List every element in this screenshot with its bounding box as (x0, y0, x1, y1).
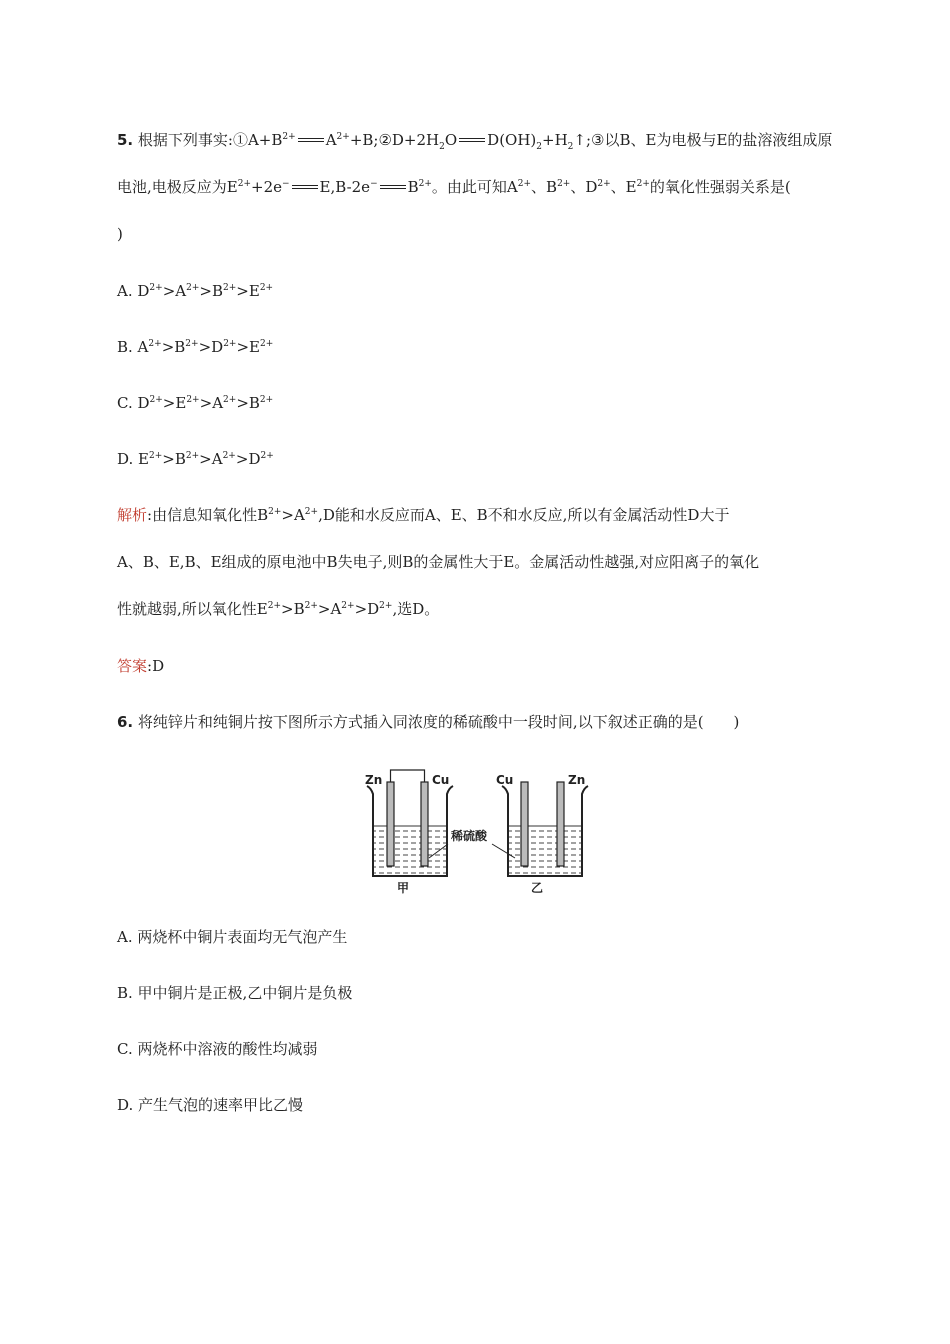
analysis-sup: 2+ (267, 601, 281, 611)
analysis-text: >D (354, 600, 380, 618)
analysis-sup: 2+ (304, 507, 319, 517)
analysis-text: >A (317, 600, 342, 618)
option-text: B. A (117, 338, 149, 356)
option-sup: 2+ (149, 395, 163, 405)
q5-sup: 2+ (237, 179, 251, 189)
option-text: A (211, 450, 223, 468)
q5-line-1 (117, 130, 832, 150)
option-text: > (235, 450, 249, 468)
label-acid: 稀硫酸 (451, 829, 488, 843)
option-text: B (248, 394, 260, 412)
option-text: B (174, 450, 186, 468)
q5-text: +2e (251, 178, 282, 196)
q5-text: +B;②D+2H (349, 131, 440, 149)
option-sup: 2+ (260, 339, 274, 349)
q5-sup: 2+ (517, 179, 532, 189)
q5-text: 、D (570, 178, 598, 196)
q5-sup: − (282, 179, 290, 189)
label-cu-right: Cu (496, 773, 514, 787)
q5-line-3 (117, 224, 123, 244)
option-sup: 2+ (186, 283, 200, 293)
q5-number: 5. (117, 131, 134, 149)
option-sup: 2+ (259, 283, 274, 293)
label-cu-left: Cu (432, 773, 450, 787)
cu-electrode-left (421, 782, 428, 866)
q5-text: A (325, 131, 337, 149)
option-text: > (236, 338, 250, 356)
analysis-sup: 2+ (379, 601, 393, 611)
analysis-line-1 (117, 505, 729, 525)
answer-line (117, 656, 164, 676)
equals-sign (459, 138, 485, 142)
q5-sup: 2+ (336, 132, 350, 142)
option-sup: 2+ (259, 395, 274, 405)
q5-text: 、E (610, 178, 637, 196)
cu-electrode-right (521, 782, 528, 866)
zn-electrode-right (557, 782, 564, 866)
option-sup: 2+ (223, 339, 237, 349)
q5-option-d[interactable] (117, 449, 274, 469)
option-sup: 2+ (185, 339, 199, 349)
analysis-line-2 (117, 552, 759, 572)
beaker-diagram (355, 768, 595, 898)
analysis-sup: 2+ (304, 601, 318, 611)
equals-sign (298, 138, 324, 142)
option-text: > (199, 282, 212, 300)
equals-sign (380, 185, 406, 189)
option-text: > (199, 394, 213, 412)
option-text: > (198, 338, 212, 356)
acid-solution-right (509, 826, 581, 874)
q6-stem-text: 将纯锌片和纯铜片按下图所示方式插入同浓度的稀硫酸中一段时间,以下叙述正确的是( ) (137, 713, 740, 731)
q6-option-b[interactable] (117, 983, 352, 1003)
q5-text: 电池,电极反应为E (117, 178, 238, 196)
option-text: A. 两烧杯中铜片表面均无气泡产生 (117, 928, 348, 946)
option-text: B. 甲中铜片是正极,乙中铜片是负极 (117, 984, 353, 1002)
option-sup: 2+ (186, 395, 200, 405)
option-text: D. 产生气泡的速率甲比乙慢 (117, 1096, 304, 1114)
option-text: A (175, 282, 187, 300)
wire-connection (391, 770, 425, 782)
analysis-line-3 (117, 599, 439, 619)
q5-text: D(OH) (487, 131, 537, 149)
q5-option-c[interactable] (117, 393, 273, 413)
q5-text: 。由此可知A (431, 178, 518, 196)
answer-text: :D (147, 657, 165, 675)
analysis-text: >B (281, 600, 305, 618)
q5-option-a[interactable] (117, 281, 273, 301)
option-sup: 2+ (148, 451, 163, 461)
q6-option-c[interactable] (117, 1039, 317, 1059)
q5-text: +H (542, 131, 568, 149)
analysis-text: A、B、E,B、E组成的原电池中B失电子,则B的金属性大于E。金属活动性越强,对应阳离子的氧化 (117, 553, 760, 571)
option-text: > (162, 282, 176, 300)
q5-text: O (444, 131, 458, 149)
label-zn-left: Zn (365, 773, 383, 787)
label-zn-right: Zn (568, 773, 586, 787)
option-text: > (199, 450, 212, 468)
q6-option-d[interactable] (117, 1095, 303, 1115)
option-text: D (248, 450, 261, 468)
q5-sup: 2+ (636, 179, 650, 189)
analysis-sup: 2+ (268, 507, 282, 517)
option-text: E (248, 282, 260, 300)
option-text: > (236, 394, 249, 412)
q5-line-2 (117, 177, 791, 197)
acid-solution-left (374, 826, 446, 874)
option-text: > (162, 394, 176, 412)
q5-sup: 2+ (557, 179, 571, 189)
analysis-label: 解析 (117, 506, 148, 524)
q6-option-a[interactable] (117, 927, 347, 947)
option-sup: 2+ (223, 283, 237, 293)
q5-option-b[interactable] (117, 337, 273, 357)
option-sup: 2+ (148, 339, 162, 349)
option-text: A. D (117, 282, 150, 300)
equals-sign (292, 185, 318, 189)
option-text: D. E (117, 450, 149, 468)
option-sup: 2+ (149, 283, 163, 293)
analysis-text: >A (281, 506, 305, 524)
option-text: A (212, 394, 224, 412)
answer-label: 答案 (117, 657, 148, 675)
beaker-figure (355, 768, 595, 898)
zn-electrode-left (387, 782, 394, 866)
option-text: C. 两烧杯中溶液的酸性均减弱 (117, 1040, 318, 1058)
analysis-text: ,D能和水反应而A、E、B不和水反应,所以有金属活动性D大于 (318, 506, 730, 524)
option-sup: 2+ (185, 451, 200, 461)
option-text: C. D (117, 394, 150, 412)
q5-sub: 2 (567, 142, 574, 152)
option-text: B (174, 338, 186, 356)
q5-sup: − (370, 179, 378, 189)
analysis-sup: 2+ (341, 601, 355, 611)
caption-left: 甲 (397, 881, 410, 895)
q5-text: 的氧化性强弱关系是( (649, 178, 791, 196)
analysis-text: :由信息知氧化性B (147, 506, 269, 524)
caption-right: 乙 (531, 881, 544, 895)
option-text: B (211, 282, 223, 300)
option-sup: 2+ (260, 451, 274, 461)
option-text: > (161, 338, 175, 356)
analysis-text: 性就越弱,所以氧化性E (117, 600, 268, 618)
q5-sup: 2+ (597, 179, 611, 189)
option-text: > (236, 282, 249, 300)
q5-text: 根据下列事实:①A+B (137, 131, 283, 149)
option-text: E (249, 338, 260, 356)
q6-stem (117, 712, 739, 732)
q5-text: B (407, 178, 419, 196)
q5-sub: 2 (439, 142, 445, 152)
option-sup: 2+ (222, 451, 236, 461)
option-sup: 2+ (223, 395, 237, 405)
q5-text: ↑;③以B、E为电极与E的盐溶液组成原 (573, 131, 833, 149)
q5-sub: 2 (536, 142, 543, 152)
q5-sup: 2+ (418, 179, 432, 189)
q5-text: 、B (531, 178, 558, 196)
q5-text: E,B-2e (319, 178, 371, 196)
q5-text: ) (117, 225, 123, 243)
q5-sup: 2+ (282, 132, 296, 142)
analysis-text: ,选D。 (392, 600, 440, 618)
beaker-right (502, 782, 588, 876)
option-text: E (175, 394, 187, 412)
q6-number: 6. (117, 713, 134, 731)
option-text: > (162, 450, 175, 468)
option-text: D (211, 338, 224, 356)
